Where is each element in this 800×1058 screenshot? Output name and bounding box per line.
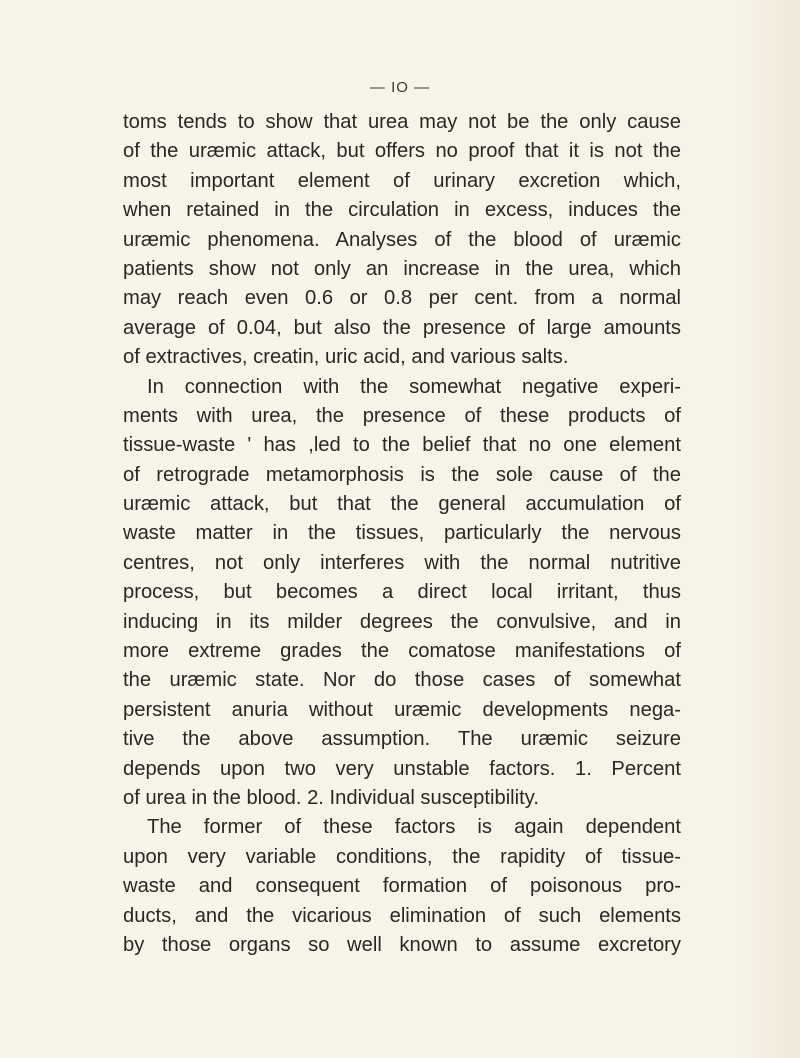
- text-line: waste matter in the tissues, particularly the nervous: [123, 522, 681, 545]
- text-line: by those organs so well known to assume excretory: [123, 933, 681, 956]
- text-line: depends upon two very unstable factors. 1. Percent: [123, 757, 681, 780]
- text-line: average of 0.04, but also the presence of large amounts: [123, 316, 681, 339]
- text-line: uræmic attack, but that the general accumulation of: [123, 493, 681, 516]
- text-line: ments with urea, the presence of these products of: [123, 404, 681, 427]
- text-line: persistent anuria without uræmic developments nega-: [123, 698, 681, 721]
- text-line: more extreme grades the comatose manifestations of: [123, 640, 681, 663]
- text-line: ducts, and the vicarious elimination of such elements: [123, 904, 681, 927]
- text-line: of extractives, creatin, uric acid, and various salts.: [123, 346, 569, 369]
- text-line: inducing in its milder degrees the convulsive, and in: [123, 610, 681, 633]
- text-line: of retrograde metamorphosis is the sole cause of the: [123, 463, 681, 486]
- text-line: may reach even 0.6 or 0.8 per cent. from a normal: [123, 287, 681, 310]
- text-line: when retained in the circulation in excess, induces the: [123, 199, 681, 222]
- text-line: tive the above assumption. The uræmic seizure: [123, 728, 681, 751]
- text-line: waste and consequent formation of poisonous pro-: [123, 875, 681, 898]
- text-line: of the uræmic attack, but offers no proof that it is not the: [123, 140, 681, 163]
- text-line: most important element of urinary excretion which,: [123, 169, 681, 192]
- text-line: In connection with the somewhat negative experi-: [147, 375, 681, 398]
- text-line: centres, not only interferes with the normal nutritive: [123, 551, 681, 574]
- text-line: the uræmic state. Nor do those cases of somewhat: [123, 669, 681, 692]
- body-text: [123, 108, 681, 960]
- text-line: of urea in the blood. 2. Individual susceptibility.: [123, 786, 539, 809]
- text-line: tissue-waste ' has ,led to the belief that no one element: [123, 434, 681, 457]
- text-line: toms tends to show that urea may not be the only cause: [123, 111, 681, 133]
- text-line: uræmic phenomena. Analyses of the blood of uræmic: [123, 228, 681, 251]
- text-line: upon very variable conditions, the rapidity of tissue-: [123, 845, 681, 868]
- text-line: process, but becomes a direct local irritant, thus: [123, 581, 681, 604]
- text-line: patients show not only an increase in the urea, which: [123, 257, 681, 280]
- page-number: — IO —: [369, 79, 431, 96]
- text-line: The former of these factors is again dependent: [147, 816, 681, 839]
